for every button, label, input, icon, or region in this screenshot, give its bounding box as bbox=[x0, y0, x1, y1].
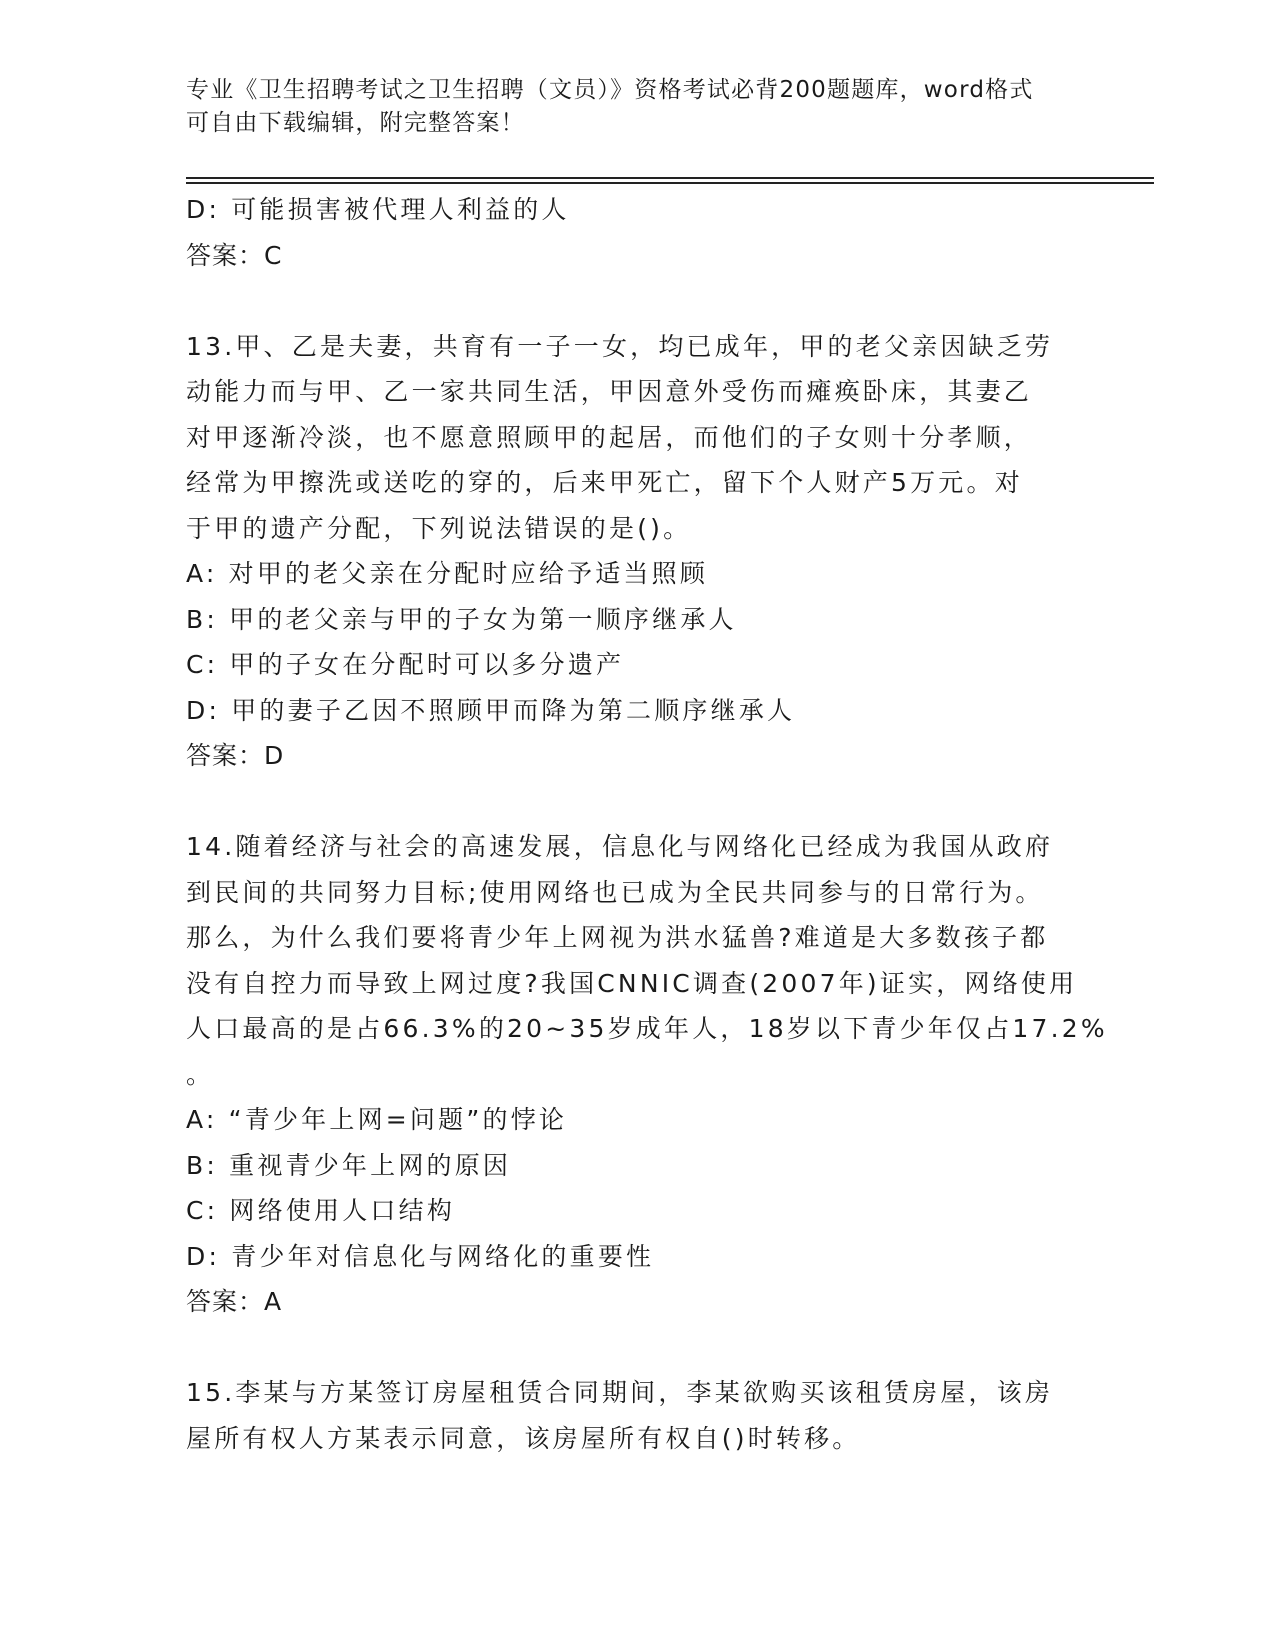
question-text-line: 没有自控力而导致上网过度?我国CNNIC调查(2007年)证实，网络使用 bbox=[186, 968, 1078, 998]
answer-line: 答案：D bbox=[186, 741, 285, 770]
question-text-line: 对甲逐渐冷淡，也不愿意照顾甲的起居，而他们的子女则十分孝顺， bbox=[186, 422, 1033, 452]
header-title-line-1: 专业《卫生招聘考试之卫生招聘（文员）》资格考试必背200题题库，word格式 bbox=[186, 77, 1034, 103]
option-c: C: 甲的子女在分配时可以多分遗产 bbox=[186, 650, 625, 679]
question-15 bbox=[186, 1370, 1086, 1461]
answer-line: 答案：A bbox=[186, 1287, 283, 1316]
question-text-line: 到民间的共同努力目标;使用网络也已成为全民共同参与的日常行为。 bbox=[186, 877, 1044, 907]
spacer bbox=[186, 1325, 1086, 1371]
option-c: C: 网络使用人口结构 bbox=[186, 1196, 456, 1225]
header-rule-bottom bbox=[186, 182, 1154, 184]
question-13 bbox=[186, 324, 1086, 779]
question-text-line: 于甲的遗产分配，下列说法错误的是()。 bbox=[186, 513, 692, 543]
question-14 bbox=[186, 824, 1108, 1325]
question-text-line: 经常为甲擦洗或送吃的穿的，后来甲死亡，留下个人财产5万元。对 bbox=[186, 468, 1023, 497]
header-rule-top bbox=[186, 177, 1154, 179]
question-text-line: 那么，为什么我们要将青少年上网视为洪水猛兽?难道是大多数孩子都 bbox=[186, 923, 1049, 952]
spacer bbox=[186, 779, 1086, 825]
question-text-line: 人口最高的是占66.3%的20~35岁成年人，18岁以下青少年仅占17.2% bbox=[186, 1014, 1108, 1043]
header-title-line-2: 可自由下载编辑，附完整答案！ bbox=[186, 110, 525, 136]
question-text-line: 14.随着经济与社会的高速发展，信息化与网络化已经成为我国从政府 bbox=[186, 832, 1054, 861]
document-header bbox=[186, 74, 1086, 140]
spacer bbox=[186, 278, 1086, 324]
option-d: D: 甲的妻子乙因不照顾甲而降为第二顺序继承人 bbox=[186, 695, 796, 725]
option-a: A: “青少年上网=问题”的悖论 bbox=[186, 1105, 568, 1134]
option-d: D: 青少年对信息化与网络化的重要性 bbox=[186, 1241, 655, 1271]
question-text-line: 动能力而与甲、乙一家共同生活，甲因意外受伤而瘫痪卧床，其妻乙 bbox=[186, 377, 1033, 406]
question-text-line: 屋所有权人方某表示同意，该房屋所有权自()时转移。 bbox=[186, 1423, 861, 1453]
question-text-line: 13.甲、乙是夫妻，共育有一子一女，均已成年，甲的老父亲因缺乏劳 bbox=[186, 331, 1054, 361]
option-b: B: 甲的老父亲与甲的子女为第一顺序继承人 bbox=[186, 604, 737, 634]
option-a: A: 对甲的老父亲在分配时应给予适当照顾 bbox=[186, 559, 709, 588]
document-body bbox=[186, 187, 1108, 1461]
option-d: D: 可能损害被代理人利益的人 bbox=[186, 195, 570, 224]
question-text-line: 15.李某与方某签订房屋租赁合同期间，李某欲购买该租赁房屋，该房 bbox=[186, 1378, 1054, 1407]
previous-question-tail bbox=[186, 187, 1086, 278]
question-text-line: 。 bbox=[186, 1059, 215, 1089]
answer-line: 答案：C bbox=[186, 240, 283, 270]
option-b: B: 重视青少年上网的原因 bbox=[186, 1150, 512, 1180]
